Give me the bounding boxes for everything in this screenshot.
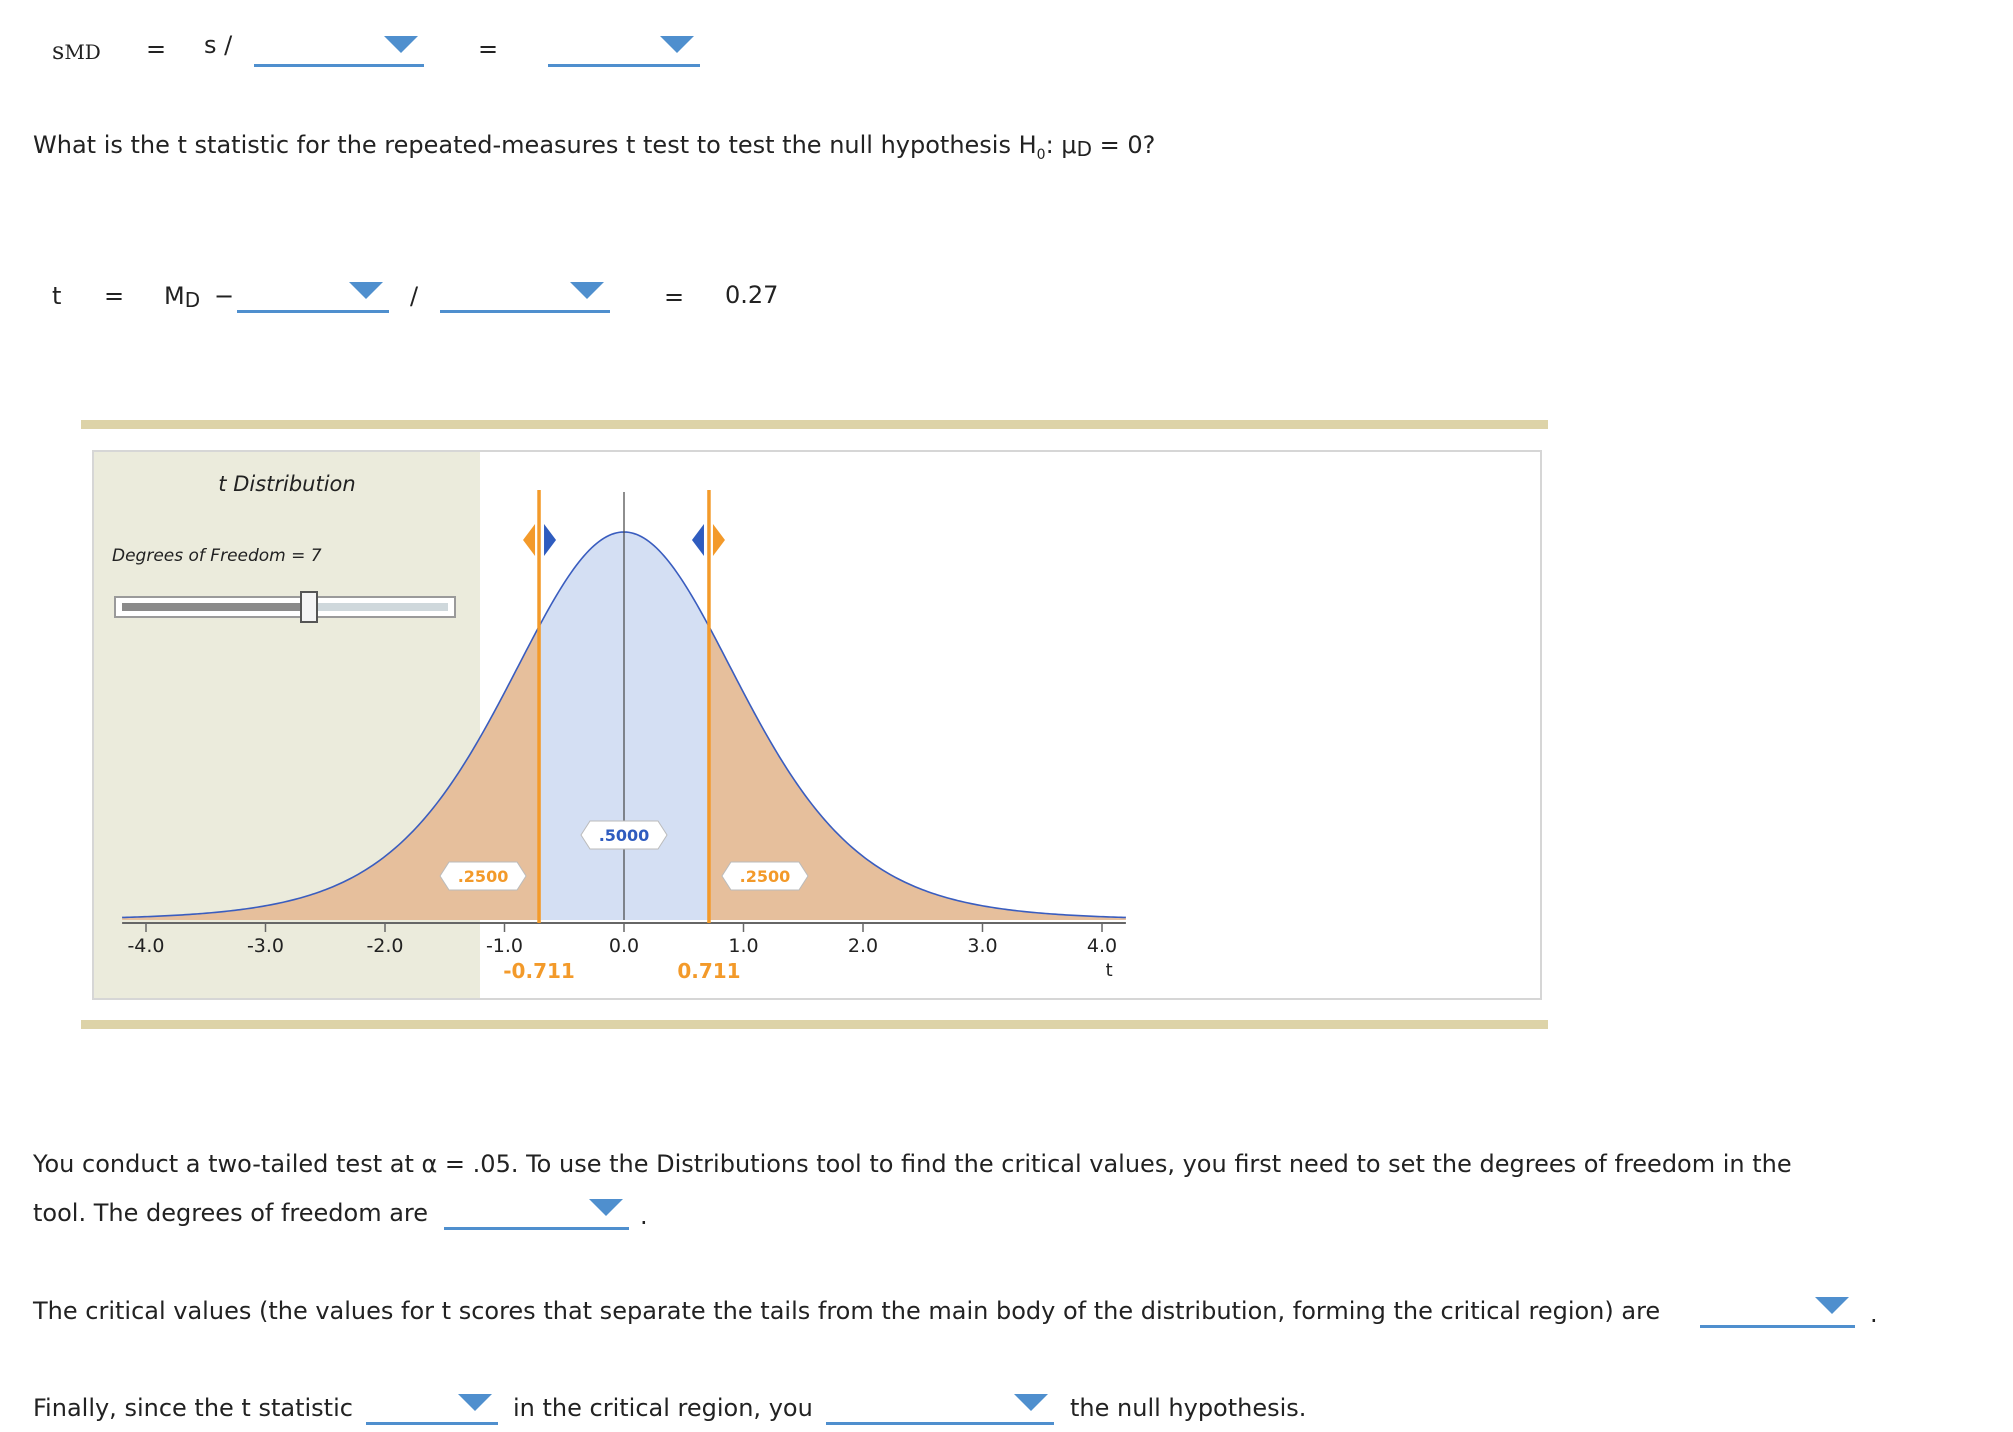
question-4-text-3: the null hypothesis. — [1070, 1394, 1307, 1422]
left-handle-in-icon — [544, 524, 556, 556]
smd-s: s — [52, 37, 65, 65]
chevron-down-icon — [1014, 1394, 1048, 1411]
smd-equals: = — [146, 35, 167, 63]
question-1-text: What is the t statistic for the repeated-measures t test to test the null hypothesis H — [33, 131, 1037, 159]
md-symbol — [164, 281, 200, 312]
chevron-down-icon — [660, 36, 694, 53]
x-tick-label: -4.0 — [127, 935, 165, 957]
chevron-down-icon — [384, 36, 418, 53]
statistic-location-dropdown[interactable] — [366, 1388, 498, 1425]
tool-bottom-border — [81, 1020, 1548, 1029]
tool-top-border — [81, 420, 1548, 429]
question-3-period: . — [1870, 1300, 1878, 1328]
dof-dropdown[interactable] — [444, 1193, 629, 1230]
question-4-text-1: Finally, since the t statistic — [33, 1394, 353, 1422]
chevron-down-icon — [589, 1199, 623, 1216]
md-m: M — [164, 282, 185, 310]
x-tick-label: 1.0 — [728, 935, 759, 957]
right-handle-in-icon — [692, 524, 704, 556]
x-tick-label: 0.0 — [608, 935, 640, 957]
smd-s-over: s / — [204, 31, 233, 59]
t-equals-2: = — [664, 283, 685, 311]
chevron-down-icon — [349, 282, 383, 299]
center-probability: .5000 — [598, 826, 650, 845]
question-2-period: . — [640, 1202, 648, 1230]
t-minus: − — [214, 282, 235, 310]
t-mu-dropdown[interactable] — [237, 276, 389, 313]
t-result: 0.27 — [725, 281, 779, 309]
md-subscript: D — [184, 288, 201, 312]
t-denominator-dropdown[interactable] — [440, 276, 610, 313]
left-handle-out-icon — [523, 524, 535, 556]
x-tick-label: -3.0 — [246, 935, 285, 957]
x-tick-label: 3.0 — [967, 935, 998, 957]
question-1-end: = 0? — [1091, 131, 1156, 159]
h0-subscript: 0 — [1036, 147, 1046, 163]
x-tick-label: -1.0 — [485, 935, 524, 957]
question-1 — [33, 130, 1155, 164]
mu-subscript: D — [1076, 137, 1092, 161]
smd-symbol — [52, 36, 101, 67]
t-equals: = — [104, 282, 125, 310]
smd-result-dropdown[interactable] — [548, 30, 700, 67]
question-4-text-2: in the critical region, you — [513, 1394, 813, 1422]
decision-dropdown[interactable] — [826, 1388, 1054, 1425]
x-tick-label: -2.0 — [366, 935, 404, 957]
chevron-down-icon — [458, 1394, 492, 1411]
right-tail-probability: .2500 — [739, 867, 791, 886]
smd-equals-2: = — [478, 35, 499, 63]
x-tick-label: 2.0 — [847, 935, 879, 957]
smd-denominator-dropdown[interactable] — [254, 30, 424, 67]
critical-left-label: -0.711 — [503, 959, 575, 983]
critical-values-dropdown[interactable] — [1700, 1291, 1855, 1328]
chevron-down-icon — [570, 282, 604, 299]
x-tick-label: 4.0 — [1086, 935, 1118, 957]
question-2-line-1: You conduct a two-tailed test at α = .05. To use the Distributions tool to find the critical values, you first need to set the degrees of freedom in the — [33, 1150, 1792, 1178]
t-slash: / — [410, 282, 419, 310]
dof-label: Degrees of Freedom = 7 — [112, 546, 322, 566]
tool-title: t Distribution — [218, 472, 356, 496]
critical-right-label: 0.711 — [677, 959, 741, 983]
question-3: The critical values (the values for t scores that separate the tails from the main body of the distribution, forming the critical region) are — [33, 1297, 1661, 1325]
question-1-mu: : μ — [1045, 131, 1077, 159]
right-handle-out-icon — [713, 524, 725, 556]
t-distribution-chart — [94, 452, 1540, 998]
smd-subscript: MD — [64, 40, 101, 64]
t-symbol: t — [52, 282, 62, 310]
distribution-tool — [92, 450, 1542, 1000]
question-2-line-2: tool. The degrees of freedom are — [33, 1199, 429, 1227]
x-axis-label: t — [1105, 960, 1113, 981]
chevron-down-icon — [1815, 1297, 1849, 1314]
left-tail-probability: .2500 — [457, 867, 509, 886]
